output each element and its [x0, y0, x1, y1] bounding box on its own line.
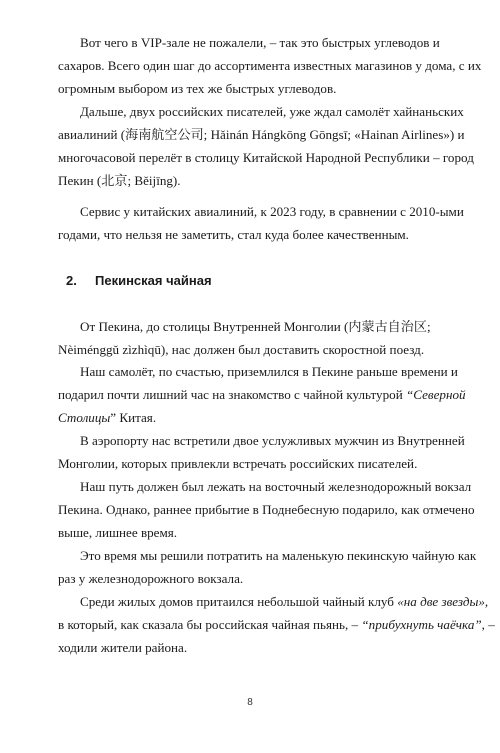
- text-line: [58, 590, 489, 613]
- text-line: Наш самолёт, по счастью, приземлился в Пекине раньше времени и: [80, 364, 458, 379]
- text-line: огромным выбором из тех же быстрых углеводов.: [58, 81, 337, 96]
- text-line: Наш путь должен был лежать на восточный железнодорожный вокзал: [80, 479, 472, 494]
- italic-run: “прибухнуть чаёчка”: [361, 617, 482, 632]
- text-run: в который, как сказала бы российская чайная пьянь, –: [58, 617, 359, 632]
- text-line: От Пекина, до столицы Внутренней Монголии (内蒙古自治区;: [80, 319, 431, 334]
- paragraph: [58, 31, 482, 100]
- text-run: Среди жилых домов притаился небольшой чайный клуб: [80, 594, 394, 609]
- text-line: Дальше, двух российских писателей, уже ждал самолёт хайнаньских: [80, 104, 464, 119]
- text-line: Пекин (北京; Běijīng).: [58, 173, 181, 188]
- section-heading: [66, 271, 212, 291]
- text-line: многочасовой перелёт в столицу Китайской Народной Республики – город: [58, 150, 474, 165]
- page-number: 8: [247, 697, 253, 708]
- text-line: Это время мы решили потратить на маленькую пекинскую чайную как: [80, 548, 477, 563]
- paragraph: [58, 315, 468, 361]
- paragraph: [58, 200, 468, 246]
- text-run: Китая.: [119, 410, 157, 425]
- paragraph: [58, 429, 468, 475]
- text-line: Монголии, которых привлекли встречать российских писателей.: [58, 456, 418, 471]
- text-line: Сервис у китайских авиалиний, к 2023 году, в сравнении с 2010-ыми: [80, 204, 464, 219]
- text-line: раз у железнодорожного вокзала.: [58, 571, 244, 586]
- text-line: годами, что нельзя не заметить, стал куда более качественным.: [58, 227, 409, 242]
- text-line: [58, 406, 468, 429]
- paragraph: [58, 100, 474, 192]
- text-line: [58, 613, 495, 636]
- text-run: , –: [481, 617, 495, 632]
- text-line: Nèiménggǔ zìzhìqū), нас должен был доставить скоростной поезд.: [58, 342, 425, 357]
- paragraph: [58, 360, 468, 429]
- quote-mark: ”: [110, 410, 117, 425]
- italic-run: “Северной: [405, 387, 466, 402]
- text-line: ходили жители района.: [58, 640, 188, 655]
- heading-number: 2.: [66, 273, 77, 288]
- text-line: сахаров. Всего один шаг до ассортимента известных магазинов у дома, с их: [58, 58, 482, 73]
- text-run: подарил почти лишний час на знакомство с чайной культурой: [58, 387, 403, 402]
- text-line: Вот чего в VIP-зале не пожалели, – так это быстрых углеводов и: [80, 35, 440, 50]
- paragraph: [58, 590, 495, 659]
- paragraph: [58, 544, 477, 590]
- text-line: [58, 383, 468, 406]
- heading-title: Пекинская чайная: [95, 273, 212, 288]
- text-line: выше, лишнее время.: [58, 525, 178, 540]
- text-line: авиалиний (海南航空公司; Hǎinán Hángkōng Gōngsī; «Hainan Airlines») и: [58, 127, 465, 142]
- italic-run: «на две звезды»,: [397, 594, 489, 609]
- paragraph: [58, 475, 475, 544]
- text-line: В аэропорту нас встретили двое услужливых мужчин из Внутренней: [80, 433, 465, 448]
- text-line: Пекина. Однако, раннее прибытие в Поднебесную подарило, как отмечено: [58, 502, 475, 517]
- italic-run: Столицы: [58, 410, 111, 425]
